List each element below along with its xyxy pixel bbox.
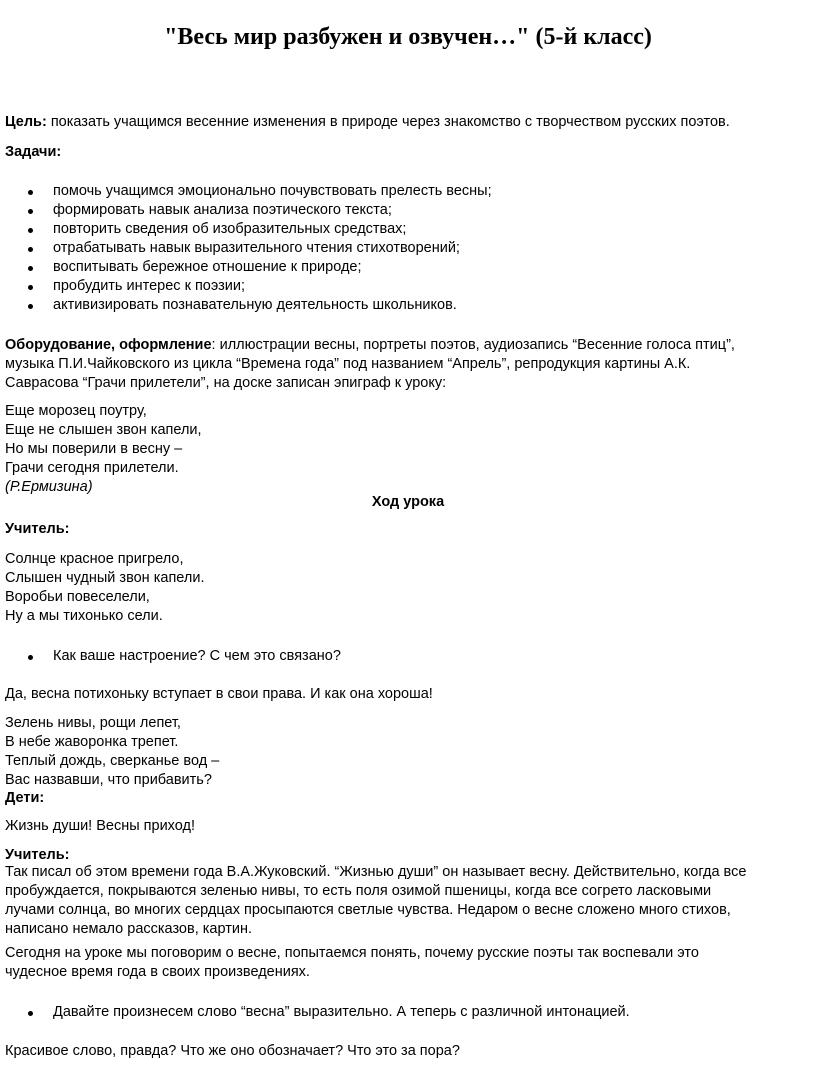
bullet-icon [28, 1011, 33, 1016]
tasks-list [0, 182, 816, 315]
list-item: пробудить интерес к поэзии; [0, 277, 816, 296]
bullet-icon [28, 247, 33, 252]
bullet-icon [28, 304, 33, 309]
teacher-paragraph: Так писал об этом времени года В.А.Жуковский. “Жизнью души” он называет весну. Действительно, когда все пробуждается, покрываются зеленью нивы, то есть поля озимой пшеницы, когда все согрето ласковыми лучами солнца, во многих сердцах просыпаются светлые чувства. Недаром о весне сложено много стихов, написано немало рассказов, картин. [5, 864, 747, 937]
bullet-icon [28, 285, 33, 290]
teacher-label-2: Учитель: [5, 847, 70, 863]
spring-paragraph: Да, весна потихоньку вступает в свои права. И как она хороша! [5, 686, 433, 702]
bullet-icon [28, 266, 33, 271]
final-question: Красивое слово, правда? Что же оно обозначает? Что это за пора? [5, 1043, 460, 1059]
goal-label: Цель: [5, 114, 47, 130]
goal-text: показать учащимся весенние изменения в природе через знакомство с творчеством русских поэтов. [46, 114, 730, 130]
question-list-2 [0, 1003, 816, 1022]
bullet-icon [28, 655, 33, 660]
list-item: Как ваше настроение? С чем это связано? [0, 647, 816, 666]
poem-1: Солнце красное пригрело, Слышен чудный звон капели. Воробьи повеселели, Ну а мы тихонько сели. [5, 551, 205, 624]
lesson-heading: Ход урока [371, 494, 445, 510]
goal-paragraph [5, 113, 805, 132]
list-item: повторить сведения об изобразительных средствах; [0, 220, 816, 239]
page-title: "Весь мир разбужен и озвучен…" (5-й класс) [164, 24, 652, 50]
equipment-label: Оборудование, оформление [5, 337, 212, 353]
question-list-1 [0, 647, 816, 666]
today-paragraph: Сегодня на уроке мы поговорим о весне, попытаемся понять, почему русские поэты так воспевали это чудесное время года в своих произведениях. [5, 945, 699, 980]
list-item: активизировать познавательную деятельность школьников. [0, 296, 816, 315]
list-item: отрабатывать навык выразительного чтения стихотворений; [0, 239, 816, 258]
list-item: воспитывать бережное отношение к природе; [0, 258, 816, 277]
children-label: Дети: [5, 790, 45, 806]
epigraph-author: (Р.Ермизина) [5, 479, 93, 495]
poem-2: Зелень нивы, рощи лепет, В небе жаворонка трепет. Теплый дождь, сверканье вод – Вас назвавши, что прибавить? [5, 715, 220, 788]
bullet-icon [28, 209, 33, 214]
children-answer: Жизнь души! Весны приход! [5, 818, 196, 834]
teacher-label: Учитель: [5, 521, 70, 537]
equipment-paragraph: Оборудование, оформление: иллюстрации весны, портреты поэтов, аудиозапись “Весенние голоса птиц”, музыка П.И.Чайковского из цикла “Времена года” под названием “Апрель”, репродукция картины А.К. Саврасова “Грачи прилетели”, на доске записан эпиграф к уроку: [5, 337, 735, 391]
list-item: Давайте произнесем слово “весна” выразительно. А теперь с различной интонацией. [0, 1003, 816, 1022]
bullet-icon [28, 190, 33, 195]
bullet-icon [28, 228, 33, 233]
list-item: формировать навык анализа поэтического текста; [0, 201, 816, 220]
tasks-label: Задачи: [5, 144, 62, 160]
list-item: помочь учащимся эмоционально почувствовать прелесть весны; [0, 182, 816, 201]
epigraph: Еще морозец поутру, Еще не слышен звон капели, Но мы поверили в весну – Грачи сегодня прилетели. (Р.Ермизина) [5, 402, 805, 497]
